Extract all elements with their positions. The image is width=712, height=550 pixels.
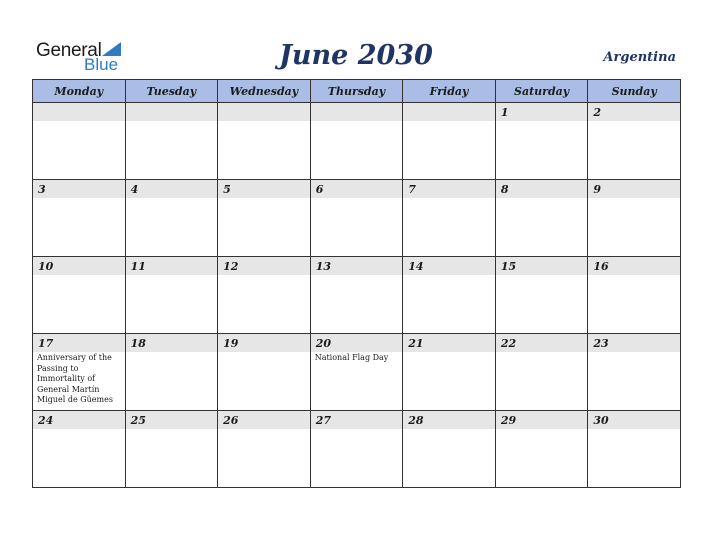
day-number: 11 [126, 257, 218, 275]
day-cell [403, 180, 496, 257]
day-number: 10 [33, 257, 125, 275]
day-number: 5 [218, 180, 310, 198]
weekday-header: Tuesday [125, 80, 218, 103]
week-row [33, 411, 681, 488]
day-cell [495, 103, 588, 180]
day-number: 22 [496, 334, 588, 352]
day-cell [218, 411, 311, 488]
day-cell [588, 334, 681, 411]
day-cell [495, 180, 588, 257]
day-number: 4 [126, 180, 218, 198]
day-cell [310, 334, 403, 411]
day-cell [125, 257, 218, 334]
holiday-label: National Flag Day [314, 353, 389, 362]
day-cell [588, 411, 681, 488]
day-number [126, 103, 218, 121]
day-cell [310, 180, 403, 257]
day-cell [33, 334, 126, 411]
day-number: 29 [496, 411, 588, 429]
day-number: 24 [33, 411, 125, 429]
day-cell [588, 103, 681, 180]
day-number: 26 [218, 411, 310, 429]
day-number: 2 [588, 103, 680, 121]
day-number: 27 [311, 411, 403, 429]
day-cell [125, 334, 218, 411]
day-number [403, 103, 495, 121]
day-number: 15 [496, 257, 588, 275]
day-number: 20 [311, 334, 403, 352]
day-number: 8 [496, 180, 588, 198]
day-cell [125, 103, 218, 180]
day-number: 18 [126, 334, 218, 352]
day-number: 1 [496, 103, 588, 121]
day-cell [218, 257, 311, 334]
day-cell [33, 103, 126, 180]
day-number: 16 [588, 257, 680, 275]
weekday-header: Sunday [588, 80, 681, 103]
day-cell [588, 180, 681, 257]
holiday-label: Anniversary of the Passing to Immortality of General Martín Miguel de Güemes [37, 353, 113, 404]
day-number: 13 [311, 257, 403, 275]
week-row [33, 180, 681, 257]
logo-text-blue: Blue [84, 55, 119, 74]
day-number: 14 [403, 257, 495, 275]
day-number: 30 [588, 411, 680, 429]
day-cell [588, 257, 681, 334]
weekday-header: Monday [33, 80, 126, 103]
day-cell [495, 257, 588, 334]
weekday-header: Friday [403, 80, 496, 103]
day-cell [310, 257, 403, 334]
day-number: 3 [33, 180, 125, 198]
day-cell [495, 411, 588, 488]
country-label: Argentina [603, 50, 676, 65]
day-number [218, 103, 310, 121]
day-number [33, 103, 125, 121]
calendar-grid [32, 79, 681, 488]
day-cell [495, 334, 588, 411]
day-cell [403, 103, 496, 180]
week-row [33, 103, 681, 180]
day-cell [218, 103, 311, 180]
day-cell [403, 257, 496, 334]
week-row [33, 257, 681, 334]
calendar-title: June 2030 [279, 40, 433, 71]
day-cell [125, 411, 218, 488]
day-cell [33, 180, 126, 257]
day-cell [33, 257, 126, 334]
day-number: 25 [126, 411, 218, 429]
day-number: 17 [33, 334, 125, 352]
week-row [33, 334, 681, 411]
day-cell [310, 103, 403, 180]
day-number: 23 [588, 334, 680, 352]
weekday-header: Wednesday [218, 80, 311, 103]
day-number [311, 103, 403, 121]
day-number: 9 [588, 180, 680, 198]
day-number: 6 [311, 180, 403, 198]
day-number: 21 [403, 334, 495, 352]
day-cell [33, 411, 126, 488]
logo-text-general: General [36, 40, 102, 61]
day-cell [403, 334, 496, 411]
day-cell [125, 180, 218, 257]
day-cell [310, 411, 403, 488]
day-cell [218, 180, 311, 257]
day-number: 12 [218, 257, 310, 275]
day-number: 28 [403, 411, 495, 429]
weekday-header: Thursday [310, 80, 403, 103]
day-cell [403, 411, 496, 488]
day-number: 7 [403, 180, 495, 198]
day-number: 19 [218, 334, 310, 352]
weekday-header: Saturday [495, 80, 588, 103]
day-cell [218, 334, 311, 411]
weekday-header-row [33, 80, 681, 103]
